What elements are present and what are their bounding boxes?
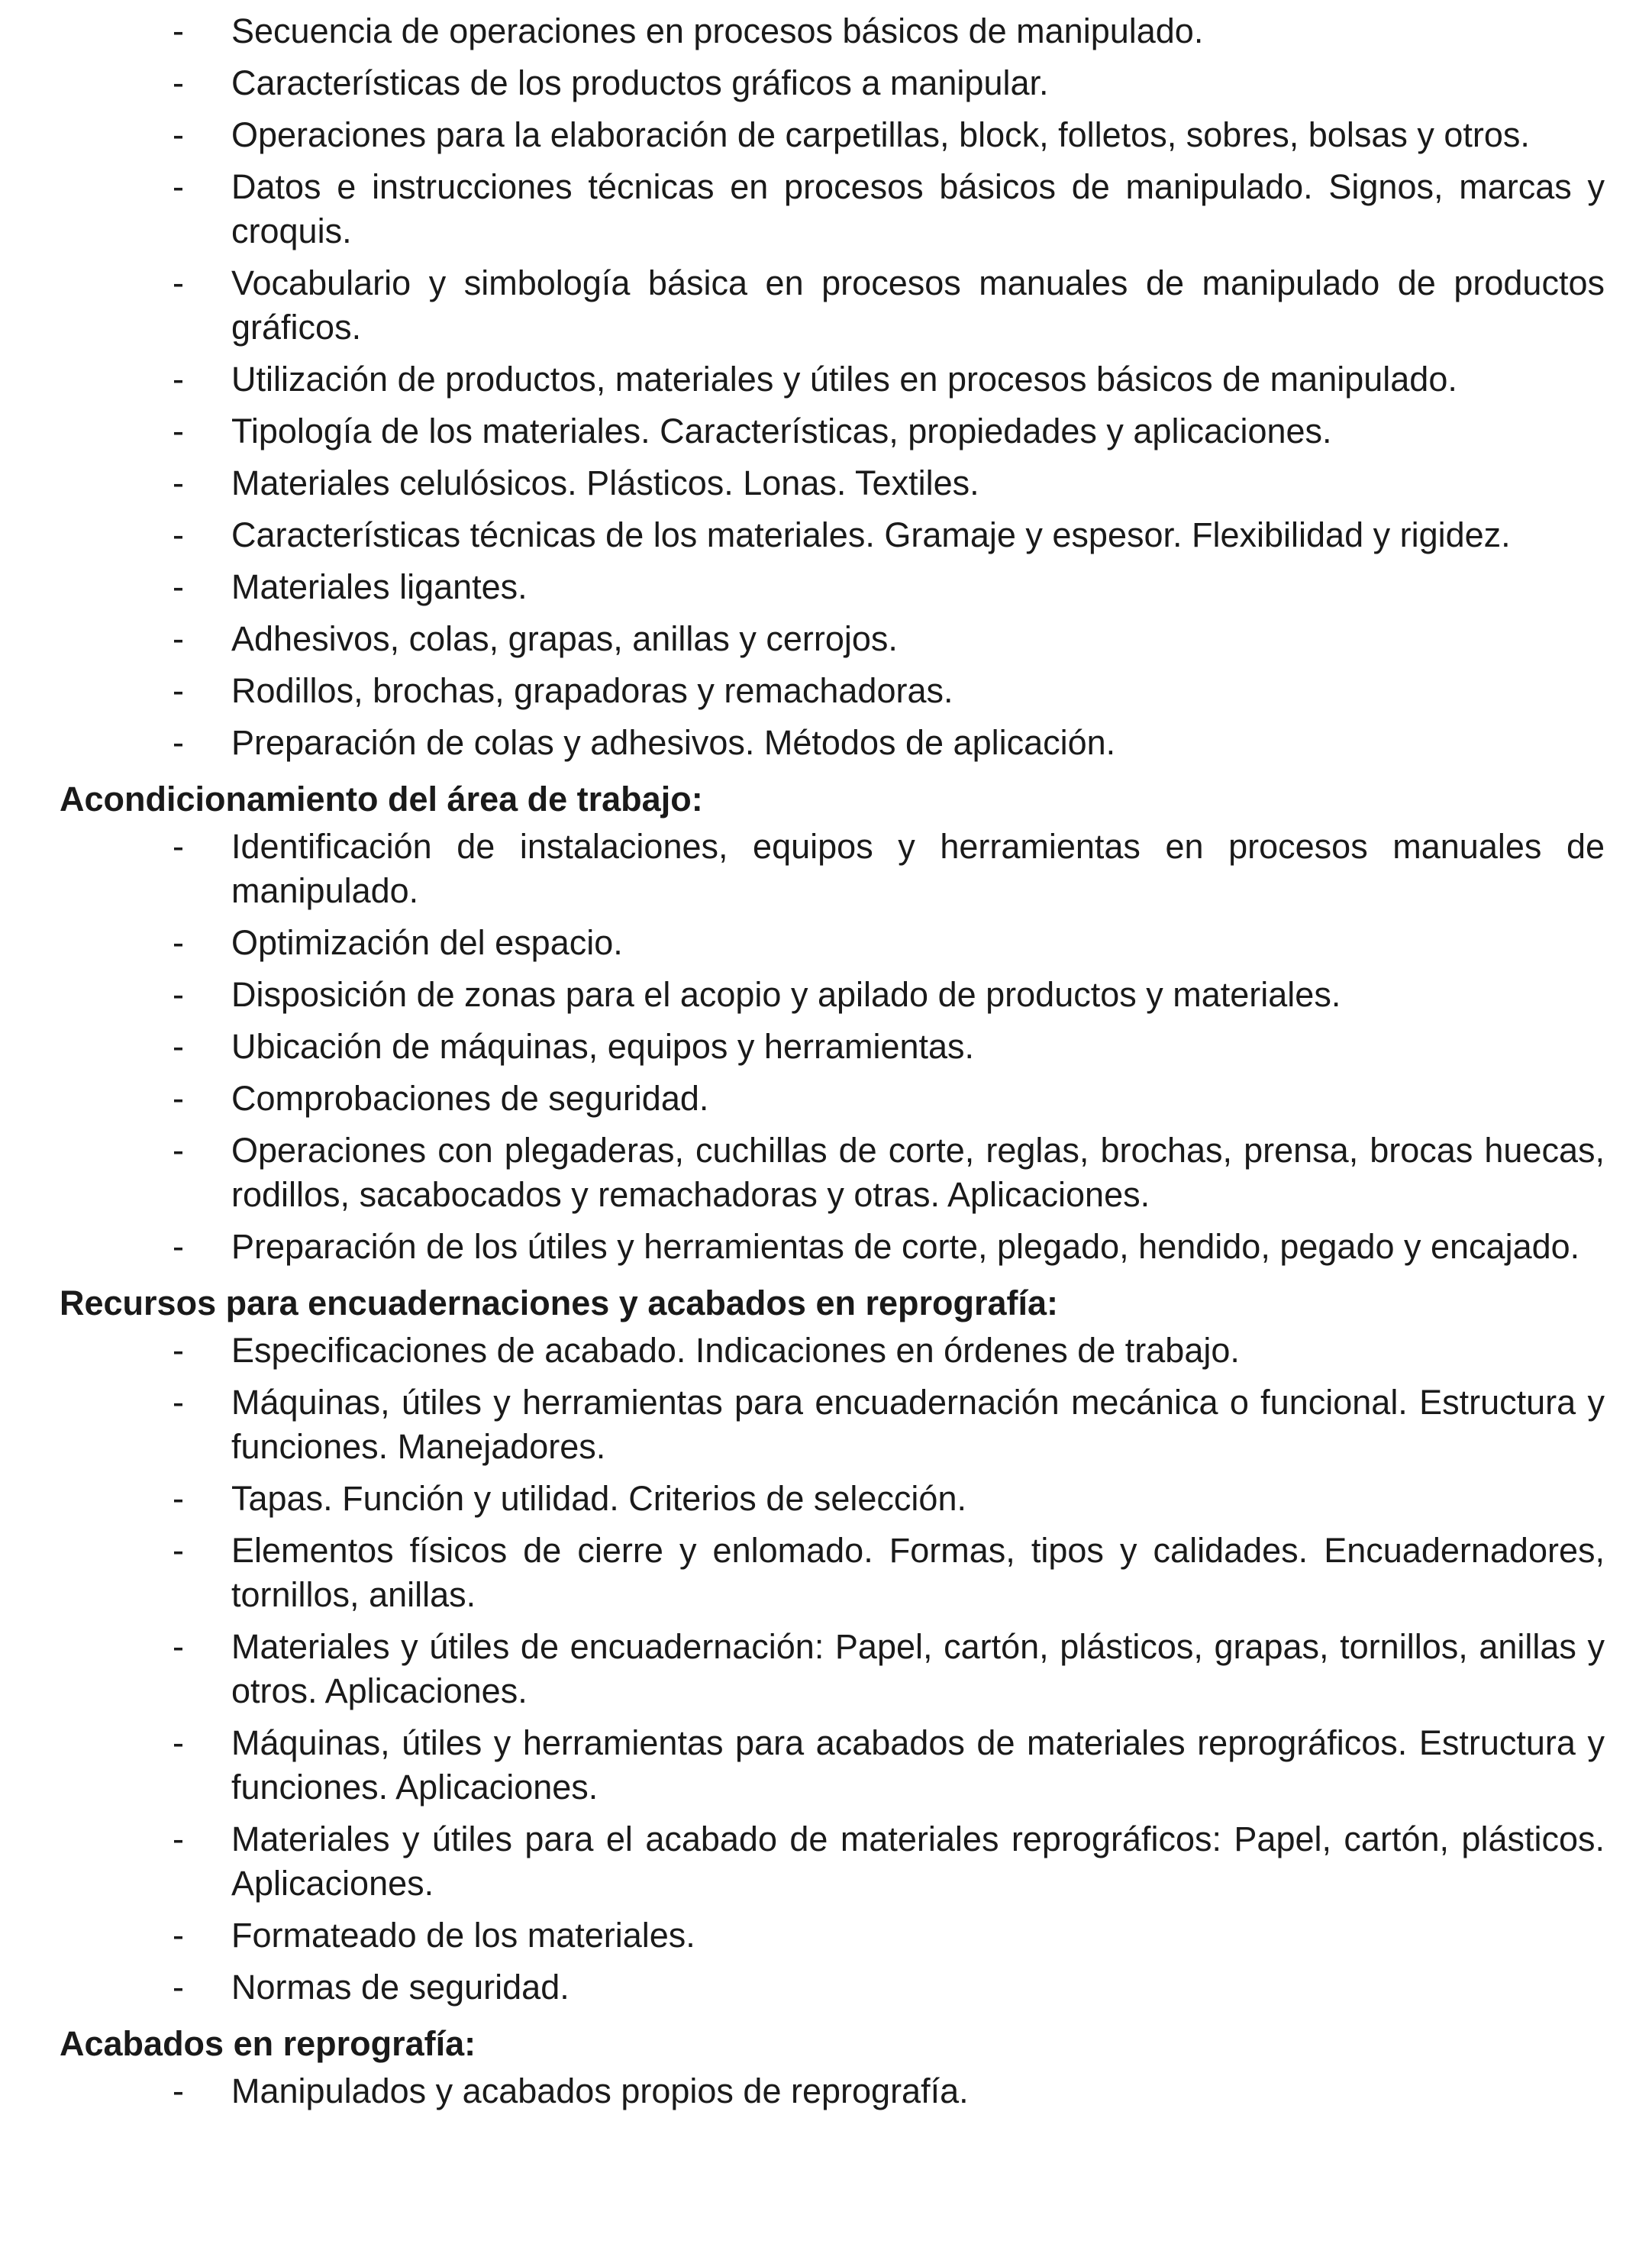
bullet-dash: - (173, 827, 184, 866)
list-item-text: Características técnicas de los materiales. Gramaje y espesor. Flexibilidad y rigidez. (231, 515, 1511, 554)
bullet-dash: - (173, 567, 184, 606)
list-item (0, 973, 1652, 1017)
list-item-text: Materiales ligantes. (231, 567, 528, 606)
list-item (0, 1380, 1652, 1469)
section (0, 2017, 1652, 2113)
section-list (0, 2069, 1652, 2113)
bullet-dash: - (173, 167, 184, 206)
list-item-text: Tapas. Función y utilidad. Criterios de selección. (231, 1479, 966, 1518)
list-item (0, 165, 1652, 253)
list-item (0, 565, 1652, 609)
list-item (0, 1077, 1652, 1121)
bullet-dash: - (173, 1723, 184, 1762)
bullet-dash: - (173, 1227, 184, 1266)
list-item-text: Elementos físicos de cierre y enlomado. Formas, tipos y calidades. Encuadernadores, tornillos, anillas. (231, 1531, 1605, 1614)
section-heading: Acondicionamiento del área de trabajo: (60, 780, 703, 819)
list-item-text: Materiales y útiles para el acabado de materiales reprográficos: Papel, cartón, plásticos. Aplicaciones. (231, 1819, 1605, 1903)
bullet-dash: - (173, 723, 184, 762)
list-item-text: Rodillos, brochas, grapadoras y remachadoras. (231, 671, 953, 710)
list-item (0, 409, 1652, 454)
list-item-text: Identificación de instalaciones, equipos y herramientas en procesos manuales de manipulado. (231, 827, 1605, 910)
list-item (0, 669, 1652, 713)
list-item-text: Materiales y útiles de encuadernación: Papel, cartón, plásticos, grapas, tornillos, anillas y otros. Aplicaciones. (231, 1627, 1605, 1710)
bullet-dash: - (173, 1131, 184, 1170)
sections-container (0, 773, 1652, 2113)
list-item (0, 825, 1652, 913)
list-item (0, 1225, 1652, 1269)
bullet-dash: - (173, 1916, 184, 1955)
bullet-dash: - (173, 412, 184, 450)
bullet-dash: - (173, 1531, 184, 1570)
list-item (0, 1817, 1652, 1906)
list-item-text: Vocabulario y simbología básica en procesos manuales de manipulado de productos gráficos. (231, 263, 1605, 347)
list-item (0, 9, 1652, 53)
list-item (0, 617, 1652, 661)
bullet-dash: - (173, 115, 184, 154)
list-item (0, 461, 1652, 505)
list-item (0, 1625, 1652, 1713)
list-item-text: Ubicación de máquinas, equipos y herramientas. (231, 1027, 975, 1066)
list-item-text: Datos e instrucciones técnicas en procesos básicos de manipulado. Signos, marcas y croquis. (231, 167, 1605, 250)
bullet-dash: - (173, 1331, 184, 1370)
bullet-dash: - (173, 360, 184, 399)
bullet-dash: - (173, 463, 184, 502)
list-item-text: Manipulados y acabados propios de reprografía. (231, 2071, 969, 2110)
bullet-dash: - (173, 1079, 184, 1118)
section (0, 1277, 1652, 2010)
list-item-text: Normas de seguridad. (231, 1968, 569, 2007)
bullet-dash: - (173, 1479, 184, 1518)
list-item-text: Máquinas, útiles y herramientas para acabados de materiales reprográficos. Estructura y funciones. Aplicaciones. (231, 1723, 1605, 1807)
bullet-dash: - (173, 1627, 184, 1666)
list-item-text: Preparación de los útiles y herramientas de corte, plegado, hendido, pegado y encajado. (231, 1227, 1580, 1266)
bullet-dash: - (173, 515, 184, 554)
section-list (0, 1329, 1652, 2010)
bullet-dash: - (173, 619, 184, 658)
list-item (0, 1965, 1652, 2010)
section-heading: Recursos para encuadernaciones y acabados en reprografía: (60, 1283, 1059, 1322)
list-item-text: Utilización de productos, materiales y útiles en procesos básicos de manipulado. (231, 360, 1457, 399)
list-item-text: Formateado de los materiales. (231, 1916, 695, 1955)
list-item (0, 1477, 1652, 1521)
list-item (0, 113, 1652, 157)
list-item (0, 1025, 1652, 1069)
list-item (0, 2069, 1652, 2113)
list-item-text: Preparación de colas y adhesivos. Métodos de aplicación. (231, 723, 1116, 762)
bullet-dash: - (173, 63, 184, 102)
bullet-dash: - (173, 1027, 184, 1066)
list-item (0, 1913, 1652, 1958)
intro-list (0, 9, 1652, 765)
bullet-dash: - (173, 1383, 184, 1422)
bullet-dash: - (173, 11, 184, 50)
bullet-dash: - (173, 923, 184, 962)
list-item (0, 721, 1652, 765)
list-item-text: Disposición de zonas para el acopio y apilado de productos y materiales. (231, 975, 1341, 1014)
list-item-text: Especificaciones de acabado. Indicaciones en órdenes de trabajo. (231, 1331, 1240, 1370)
list-item-text: Características de los productos gráficos a manipular. (231, 63, 1049, 102)
list-item (0, 513, 1652, 557)
list-item (0, 357, 1652, 402)
section-heading: Acabados en reprografía: (60, 2024, 476, 2063)
bullet-dash: - (173, 975, 184, 1014)
list-item-text: Optimización del espacio. (231, 923, 623, 962)
bullet-dash: - (173, 263, 184, 302)
bullet-dash: - (173, 671, 184, 710)
list-item (0, 1128, 1652, 1217)
list-item-text: Operaciones con plegaderas, cuchillas de corte, reglas, brochas, prensa, brocas huecas, rodillos, sacabocados y remachadoras y otras. Aplicaciones. (231, 1131, 1605, 1214)
list-item-text: Adhesivos, colas, grapas, anillas y cerrojos. (231, 619, 898, 658)
list-item (0, 261, 1652, 350)
list-item-text: Tipología de los materiales. Características, propiedades y aplicaciones. (231, 412, 1332, 450)
list-item (0, 61, 1652, 105)
list-item (0, 1329, 1652, 1373)
list-item-text: Operaciones para la elaboración de carpetillas, block, folletos, sobres, bolsas y otros. (231, 115, 1530, 154)
bullet-dash: - (173, 2071, 184, 2110)
list-item-text: Secuencia de operaciones en procesos básicos de manipulado. (231, 11, 1204, 50)
section-list (0, 825, 1652, 1269)
list-item-text: Materiales celulósicos. Plásticos. Lonas. Textiles. (231, 463, 979, 502)
list-item-text: Máquinas, útiles y herramientas para encuadernación mecánica o funcional. Estructura y funciones. Manejadores. (231, 1383, 1605, 1466)
bullet-dash: - (173, 1819, 184, 1858)
list-item (0, 921, 1652, 965)
list-item-text: Comprobaciones de seguridad. (231, 1079, 709, 1118)
section (0, 773, 1652, 1269)
list-item (0, 1529, 1652, 1617)
list-item (0, 1721, 1652, 1810)
bullet-dash: - (173, 1968, 184, 2007)
